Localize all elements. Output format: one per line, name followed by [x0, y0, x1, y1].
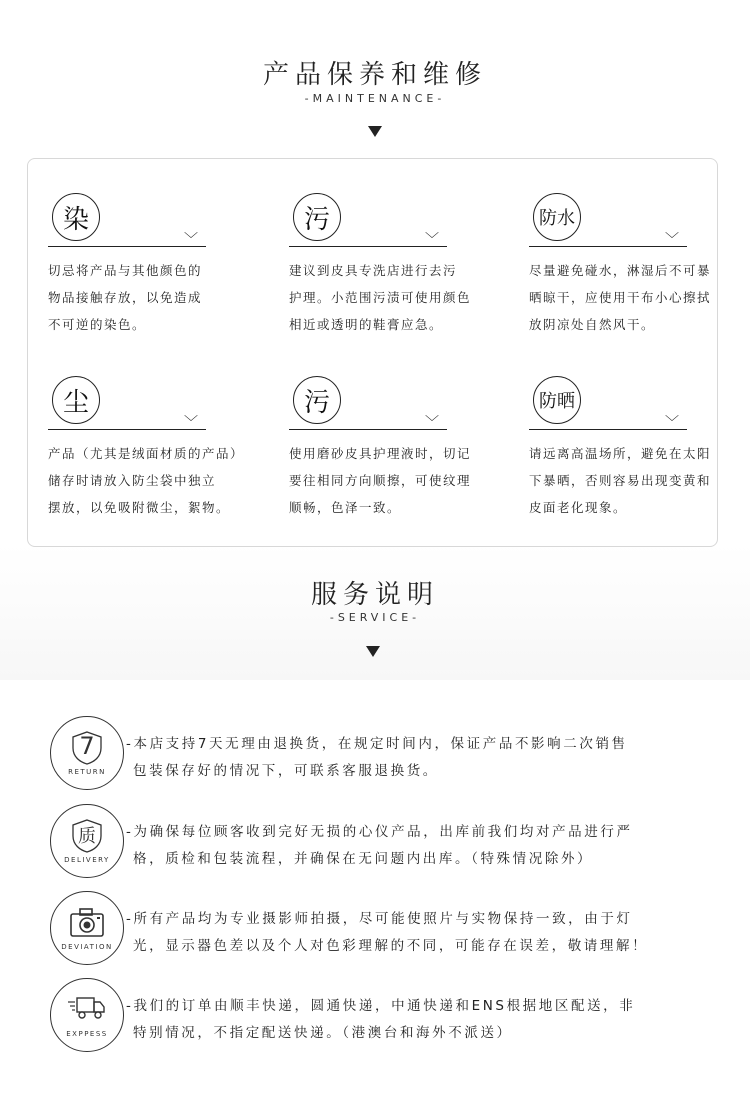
care-description: 请远离高温场所，避免在太阳 下暴晒，否则容易出现变黄和 皮面老化现象。: [529, 446, 712, 515]
chevron-down-icon: ﹀: [184, 415, 198, 431]
maintenance-title: 产品保养和维修: [262, 60, 487, 90]
delivery-badge: [50, 804, 124, 878]
stain-icon: 污: [293, 193, 341, 241]
down-arrow-icon: [366, 646, 380, 657]
service-text: -所有产品均为专业摄影师拍摄，尽可能使照片与实物保持一致，由于灯 光，显示器色差以及个人对色彩理解的不同，可能存在误差，敬请理解！: [126, 911, 649, 954]
stain-icon: 污: [293, 376, 341, 424]
chevron-down-icon: ﹀: [425, 232, 439, 248]
service-title: 服务说明: [310, 580, 439, 610]
badge-label: EXPPESS: [66, 1030, 108, 1038]
badge-label: DEVIATION: [61, 943, 113, 951]
chevron-down-icon: ﹀: [184, 232, 198, 248]
divider: [289, 429, 447, 430]
dust-icon: 尘: [52, 376, 100, 424]
care-description: 建议到皮具专洗店进行去污 护理。小范围污渍可使用颜色 相近或透明的鞋膏应急。: [289, 263, 472, 332]
express-badge: [50, 978, 124, 1052]
divider: [289, 246, 447, 247]
badge-label: DELIVERY: [64, 856, 110, 864]
quality-icon: 质: [78, 826, 96, 847]
sunproof-icon: 防晒: [533, 376, 581, 424]
divider: [48, 429, 206, 430]
care-description: 产品（尤其是绒面材质的产品） 储存时请放入防尘袋中独立 摆放，以免吸附微尘，絮物。: [48, 446, 245, 515]
divider: [529, 246, 687, 247]
truck-icon: [67, 994, 107, 1024]
care-description: 切忌将产品与其他颜色的 物品接触存放，以免造成 不可逆的染色。: [48, 263, 203, 332]
waterproof-icon: 防水: [533, 193, 581, 241]
return-seven-icon: 7: [79, 732, 95, 760]
badge-label: RETURN: [68, 768, 106, 776]
care-description: 尽量避免碰水，淋湿后不可暴 晒晾干，应使用干布小心擦拭 放阴凉处自然风干。: [529, 263, 712, 332]
divider: [529, 429, 687, 430]
chevron-down-icon: ﹀: [665, 232, 679, 248]
down-arrow-icon: [368, 126, 382, 137]
return-badge: [50, 716, 124, 790]
service-text: -本店支持7天无理由退换货，在规定时间内，保证产品不影响二次销售 包装保存好的情况下，可联系客服退换货。: [126, 736, 628, 779]
chevron-down-icon: ﹀: [665, 415, 679, 431]
dye-icon: 染: [52, 193, 100, 241]
service-text: -为确保每位顾客收到完好无损的心仪产品，出库前我们均对产品进行严 格，质检和包装流程，并确保在无问题内出库。（特殊情况除外）: [126, 824, 633, 867]
care-panel: [27, 158, 718, 547]
deviation-badge: [50, 891, 124, 965]
service-text: -我们的订单由顺丰快递，圆通快递，中通快递和ENS根据地区配送，非 特别情况，不指定配送快递。（港澳台和海外不派送）: [126, 998, 636, 1041]
camera-icon: [69, 905, 105, 939]
care-description: 使用磨砂皮具护理液时，切记 要往相同方向顺擦，可使纹理 顺畅，色泽一致。: [289, 446, 472, 515]
maintenance-subtitle: -MAINTENANCE-: [304, 92, 446, 105]
chevron-down-icon: ﹀: [425, 415, 439, 431]
divider: [48, 246, 206, 247]
service-subtitle: -SERVICE-: [329, 611, 421, 624]
